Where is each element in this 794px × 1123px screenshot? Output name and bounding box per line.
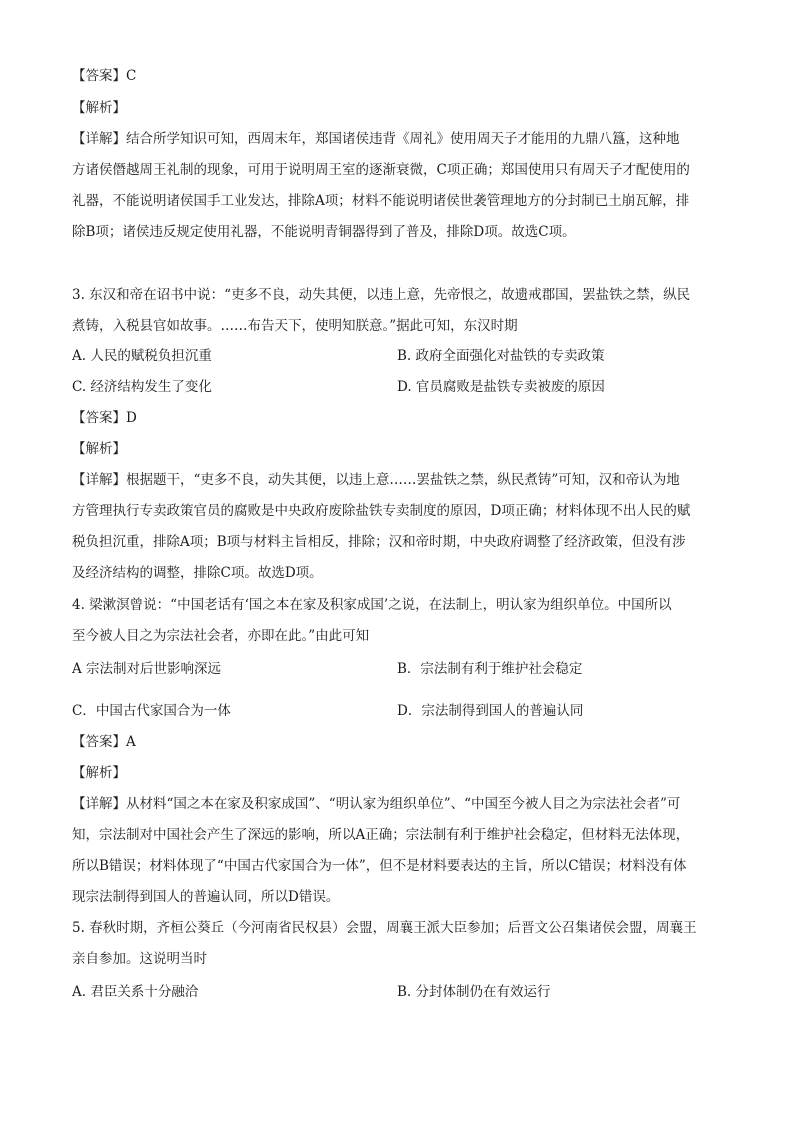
q4-option-a: A 宗法制对后世影响深远: [72, 661, 222, 677]
q3-option-b: B. 政府全面强化对盐铁的专卖政策: [397, 348, 605, 364]
q3-stem-line-1: 3. 东汉和帝在诏书中说：“吏多不良，动失其便，以违上意，先帝恨之，故遗戒郡国，罢盐铁之禁，纵民: [72, 287, 691, 303]
q4-option-c: C．中国古代家国合为一体: [72, 703, 231, 719]
q4-detail-line-2: 知，宗法制对中国社会产生了深远的影响，所以A正确；宗法制有利于维护社会稳定，但材料无法体现，: [72, 827, 690, 843]
answer-value: C: [126, 68, 137, 84]
q5-stem-line-2: 亲自参加。这说明当时: [72, 951, 207, 967]
q5-stem-line-1: 5. 春秋时期，齐桓公葵丘（今河南省民权县）会盟，周襄王派大臣参加；后晋文公召集诸侯会盟，周襄王: [72, 920, 697, 936]
q2-detail-line-2: 方诸侯僭越周王礼制的现象，可用于说明周王室的逐渐衰微，C项正确；郑国使用只有周天子才配使用的: [72, 162, 690, 178]
q4-option-b: B．宗法制有利于维护社会稳定: [397, 661, 583, 677]
q4-detail-line-4: 现宗法制得到国人的普遍认同，所以D错误。: [72, 889, 340, 905]
answer-tag: 【答案】: [72, 410, 126, 426]
q3-stem-line-2: 煮铸，入税县官如故事。……布告天下，使明知朕意。”据此可知，东汉时期: [72, 318, 518, 334]
q2-answer-line: [72, 66, 136, 86]
q4-detail-line-3: 所以B错误；材料体现了“中国古代家国合为一体”，但不是材料要表达的主旨，所以C错误；材料没有体: [72, 858, 687, 874]
q2-detail-line-1: [72, 129, 680, 149]
answer-tag: 【答案】: [72, 68, 126, 84]
q4-stem-line-2: 至今被人目之为宗法社会者，亦即在此。”由此可知: [72, 628, 370, 644]
q3-analysis-tag: 【解析】: [72, 441, 126, 457]
q4-option-d: D．宗法制得到国人的普遍认同: [397, 703, 584, 719]
q3-detail-line-2: 方管理执行专卖政策官员的腐败是中央政府废除盐铁专卖制度的原因，D项正确；材料体现不出人民的赋: [72, 503, 691, 519]
q3-detail-line-4: 及经济结构的调整，排除C项。故选D项。: [72, 565, 323, 581]
q2-analysis-tag: 【解析】: [72, 100, 126, 116]
answer-value: A: [126, 734, 136, 750]
detail-tag: 【详解】: [72, 472, 126, 488]
answer-tag: 【答案】: [72, 734, 126, 750]
detail-tag: 【详解】: [72, 131, 126, 147]
q2-detail-line-3: 礼器，不能说明诸侯国手工业发达，排除A项；材料不能说明诸侯世袭管理地方的分封制已土崩瓦解，排: [72, 193, 690, 209]
q3-option-c: C. 经济结构发生了变化: [72, 379, 212, 395]
answer-value: D: [126, 410, 137, 426]
q3-option-a: A. 人民的赋税负担沉重: [72, 348, 212, 364]
q4-stem-line-1: 4. 梁漱溟曾说：“中国老话有‘国之本在家及积家成国’之说，在法制上，明认家为组织单位。中国所以: [72, 597, 672, 613]
q5-option-b: B. 分封体制仍在有效运行: [397, 984, 551, 1000]
q3-detail-line-1: [72, 470, 680, 490]
q3-answer-line: [72, 408, 137, 428]
q4-answer-line: [72, 732, 136, 752]
q4-detail-line-1: [72, 794, 680, 814]
detail-text: 根据题干，“吏多不良，动失其便，以违上意……罢盐铁之禁，纵民煮铸”可知，汉和帝认为地: [126, 472, 680, 488]
detail-tag: 【详解】: [72, 796, 126, 812]
detail-text: 从材料“国之本在家及积家成国”、“明认家为组织单位”、“中国至今被人目之为宗法社会者”可: [126, 796, 681, 812]
q5-option-a: A. 君臣关系十分融洽: [72, 984, 199, 1000]
q4-analysis-tag: 【解析】: [72, 765, 126, 781]
detail-text: 结合所学知识可知，西周末年，郑国诸侯违背《周礼》使用周天子才能用的九鼎八簋，这种地: [126, 131, 680, 147]
q2-detail-line-4: 除B项；诸侯违反规定使用礼器，不能说明青铜器得到了普及，排除D项。故选C项。: [72, 224, 576, 240]
q3-option-d: D. 官员腐败是盐铁专卖被废的原因: [397, 379, 605, 395]
q3-detail-line-3: 税负担沉重，排除A项；B项与材料主旨相反，排除；汉和帝时期，中央政府调整了经济政策，但没有涉: [72, 534, 686, 550]
